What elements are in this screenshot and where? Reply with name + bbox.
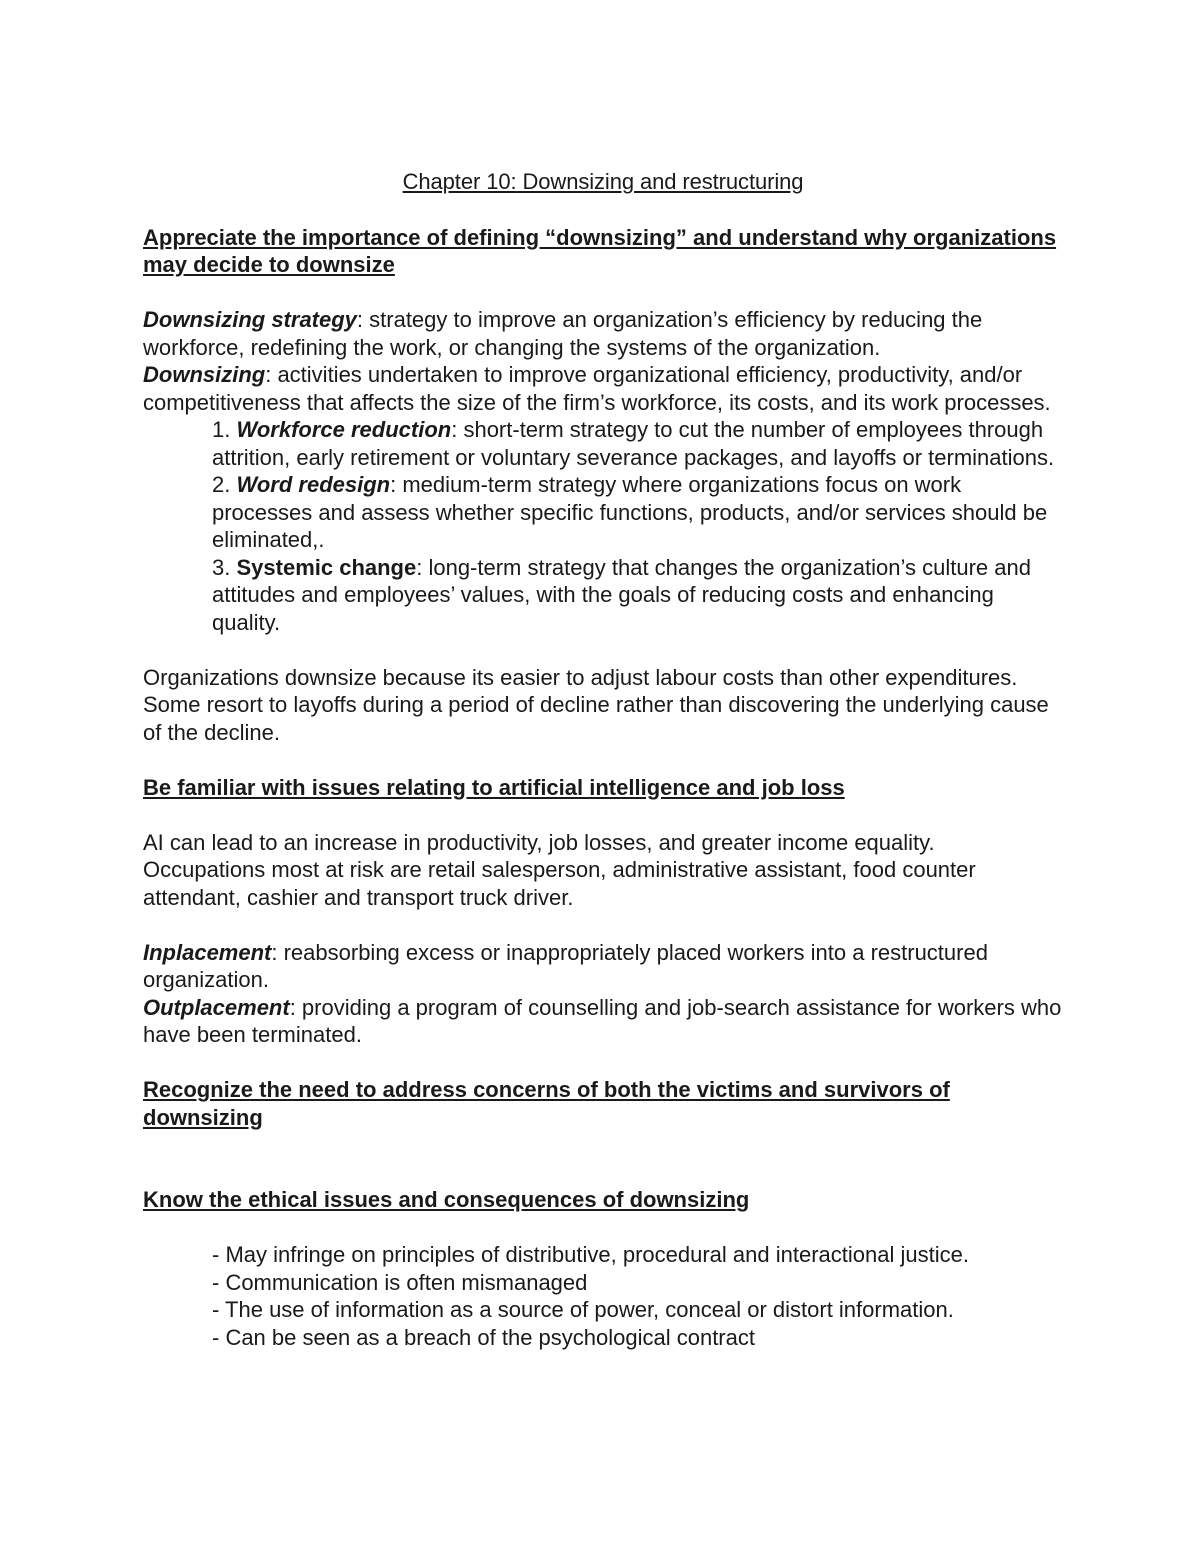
definition-text: : providing a program of counselling and job-search assistance for workers who have been terminated.: [143, 994, 1062, 1047]
term-label: Outplacement: [143, 994, 290, 1020]
term-label: Inplacement: [143, 939, 272, 965]
term-label: Word redesign: [236, 472, 391, 497]
list-item: - The use of information as a source of power, conceal or distort information.: [212, 1297, 954, 1322]
item-text: : medium-term strategy where organizations focus on work processes and assess whether specific functions, products, and/or services should be eliminated,.: [212, 472, 1048, 552]
spacer: [143, 1159, 1063, 1187]
ethical-issues-list: [143, 1241, 1063, 1351]
closing-paragraph: Organizations downsize because its easier to adjust labour costs than other expenditures. Some resort to layoffs during a period of decline rather than discovering the underlying cause of the decline.: [143, 664, 1049, 745]
spacer: [143, 1131, 1063, 1159]
section-heading-downsizing: Appreciate the importance of defining “downsizing” and understand why organizations may decide to downsize: [143, 224, 1057, 277]
list-item: - Communication is often mismanaged: [212, 1269, 588, 1295]
spacer: [143, 911, 1063, 939]
definition-outplacement: [143, 994, 1063, 1049]
term-label: Downsizing strategy: [143, 307, 357, 332]
ai-paragraph: AI can lead to an increase in productivity, job losses, and greater income equality. Occupations most at risk are retail salesperson, administrative assistant, food counter attendant, cashier and transport truck driver.: [143, 829, 976, 910]
term-label: Workforce reduction: [236, 417, 452, 442]
definition-downsizing-strategy: [143, 306, 1063, 361]
spacer: [143, 279, 1063, 307]
definition-inplacement: [143, 939, 1063, 994]
section-heading-ethical-issues: Know the ethical issues and consequences of downsizing: [143, 1187, 750, 1212]
downsizing-types-list: [143, 416, 1063, 636]
section-heading-victims-survivors: Recognize the need to address concerns of both the victims and survivors of downsizing: [143, 1077, 950, 1130]
item-text: : long-term strategy that changes the organization’s culture and attitudes and employees’ values, with the goals of reducing costs and enhancing quality.: [212, 554, 1031, 635]
definition-text: : strategy to improve an organization’s efficiency by reducing the workforce, redefining the work, or changing the systems of the organization.: [143, 307, 983, 360]
spacer: [143, 1049, 1063, 1077]
item-number: 2.: [212, 472, 231, 497]
list-item: [212, 554, 1063, 637]
list-item: [212, 416, 1063, 471]
list-item: - May infringe on principles of distributive, procedural and interactional justice.: [212, 1242, 969, 1267]
spacer: [143, 1214, 1063, 1242]
item-number: 1.: [212, 417, 231, 442]
section-heading-ai: Be familiar with issues relating to artificial intelligence and job loss: [143, 774, 845, 800]
item-number: 3.: [212, 554, 231, 580]
definition-downsizing: [143, 361, 1063, 416]
page-title: Chapter 10: Downsizing and restructuring: [402, 169, 804, 194]
list-item: [212, 471, 1063, 554]
term-label: Systemic change: [236, 554, 417, 580]
definition-text: : reabsorbing excess or inappropriately placed workers into a restructured organization.: [143, 939, 988, 992]
definition-text: : activities undertaken to improve organizational efficiency, productivity, and/or competitiveness that affects the size of the firm’s workforce, its costs, and its work processes.: [143, 362, 1051, 415]
spacer: [143, 746, 1063, 774]
item-text: : short-term strategy to cut the number of employees through attrition, early retirement or voluntary severance packages, and layoffs or terminations.: [212, 417, 1055, 470]
term-label: Downsizing: [143, 362, 266, 387]
list-item: - Can be seen as a breach of the psychological contract: [212, 1324, 755, 1350]
spacer: [143, 801, 1063, 829]
document-page: [143, 168, 1063, 1351]
spacer: [143, 636, 1063, 664]
